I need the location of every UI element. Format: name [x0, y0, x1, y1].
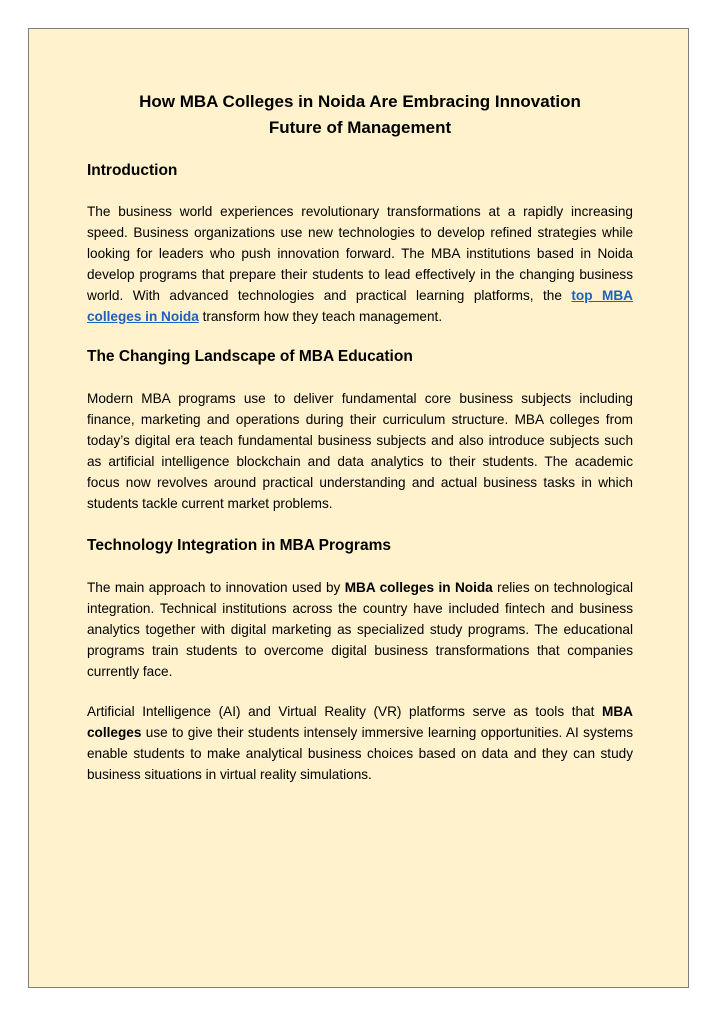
- top-mba-colleges-link[interactable]: top MBA colleges in Noida: [87, 287, 633, 324]
- document-page: [28, 28, 689, 988]
- tech-p1-bold-term: MBA colleges in Noida: [344, 579, 493, 595]
- introduction-text-before-link: The business world experiences revolutionary transformations at a rapidly increasing speed. Business organizations use new technologies to develop refined strategies while looking for leaders who push innovation forward. The MBA institutions based in Noida develop programs that prepare their students to lead effectively in the changing business world. With advanced technologies and practical learning platforms, the: [87, 204, 633, 303]
- tech-p1-text-after-bold: relies on technological integration. Technical institutions across the country have included fintech and business analytics together with digital marketing as specialized study programs. The educational programs train students to overcome digital business transformations that companies currently face.: [87, 579, 633, 679]
- technology-integration-paragraph-2: [87, 702, 633, 786]
- document-content: [87, 89, 633, 786]
- tech-p1-text-before-bold: The main approach to innovation used by: [87, 579, 345, 595]
- introduction-heading: Introduction: [87, 162, 178, 179]
- tech-p2-text-after-bold: use to give their students intensely immersive learning opportunities. AI systems enable students to make analytical business choices based on data and they can study business situations in virtual reality simulations.: [87, 725, 633, 783]
- technology-integration-paragraph-1: [87, 578, 633, 683]
- introduction-text-after-link: transform how they teach management.: [198, 308, 443, 324]
- changing-landscape-paragraph: Modern MBA programs use to deliver fundamental core business subjects including finance, marketing and operations during their curriculum structure. MBA colleges from today’s digital era teach fundamental business subjects and also introduce subjects such as artificial intelligence blockchain and data analytics to their students. The academic focus now revolves around practical understanding and actual business tasks in which students tackle current market problems.: [87, 391, 633, 511]
- tech-p2-bold-term: MBA colleges: [87, 704, 633, 741]
- title-line-1: How MBA Colleges in Noida Are Embracing Innovation: [139, 92, 581, 111]
- changing-landscape-heading: The Changing Landscape of MBA Education: [87, 348, 413, 366]
- technology-integration-heading: Technology Integration in MBA Programs: [87, 536, 391, 554]
- introduction-paragraph: [87, 202, 633, 327]
- title-line-2: Future of Management: [268, 118, 452, 137]
- tech-p2-text-before-bold: Artificial Intelligence (AI) and Virtual Reality (VR) platforms serve as tools that: [87, 704, 603, 720]
- document-title: [87, 89, 633, 141]
